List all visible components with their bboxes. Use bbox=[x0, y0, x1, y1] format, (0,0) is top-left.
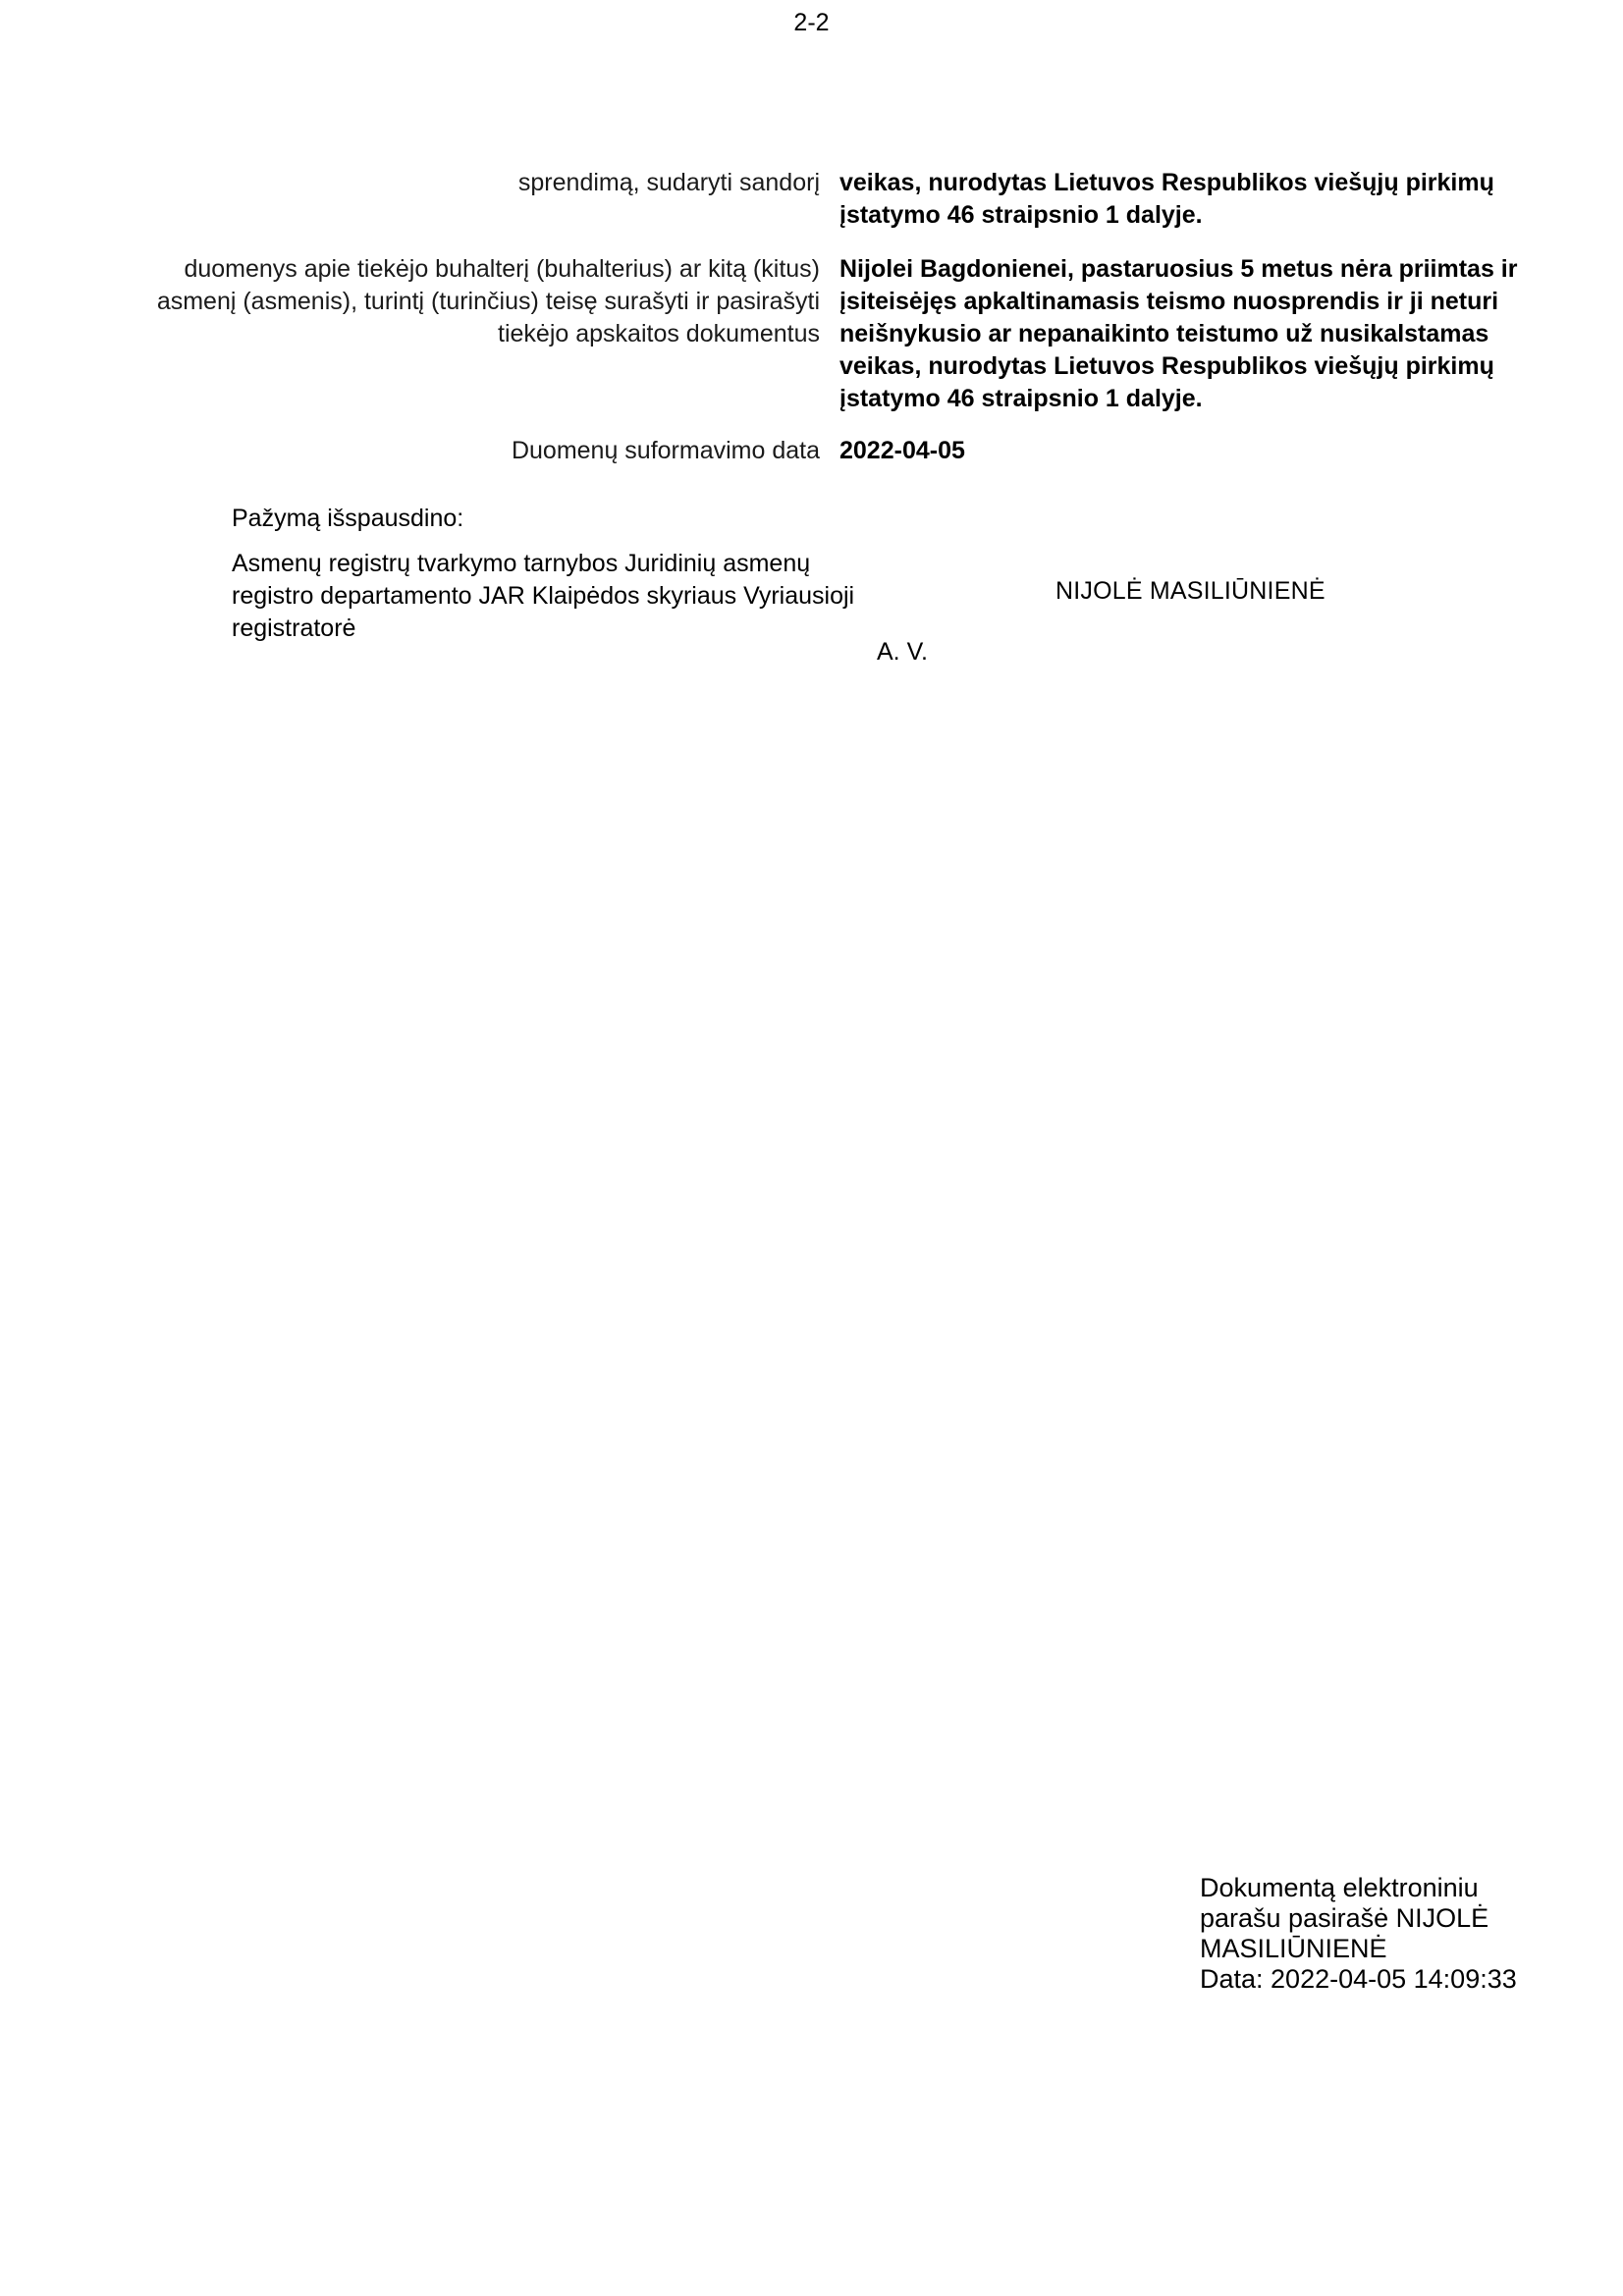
page-number: 2-2 bbox=[793, 9, 830, 36]
printed-by-department: Asmenų registrų tvarkymo tarnybos Juridinių asmenų registro departamento JAR Klaipėdos skyriaus Vyriausioji registratorė bbox=[232, 550, 855, 642]
printed-by-title: Pažymą išspausdino: bbox=[232, 505, 464, 532]
signer-name: NIJOLĖ MASILIŪNIENĖ bbox=[1055, 577, 1325, 605]
row-label: sprendimą, sudaryti sandorį bbox=[517, 169, 820, 196]
esign-line-1: Dokumentą elektroniniu bbox=[1200, 1873, 1479, 1902]
row-label: duomenys apie tiekėjo buhalterį (buhalterius) ar kitą (kitus) asmenį (asmenis), turintį (turinčius) teisę surašyti ir pasirašyti tiekėjo apskaitos dokumentus bbox=[156, 255, 820, 347]
row-label: Duomenų suformavimo data bbox=[511, 437, 820, 464]
esign-line-2: parašu pasirašė NIJOLĖ bbox=[1200, 1903, 1489, 1933]
esign-line-4: Data: 2022-04-05 14:09:33 bbox=[1200, 1964, 1517, 1994]
esign-line-3: MASILIŪNIENĖ bbox=[1200, 1934, 1387, 1963]
row-value: 2022-04-05 bbox=[839, 437, 965, 464]
electronic-signature-stamp bbox=[1200, 1873, 1612, 1995]
row-value: veikas, nurodytas Lietuvos Respublikos viešųjų pirkimų įstatymo 46 straipsnio 1 dalyje. bbox=[839, 169, 1494, 229]
seal-mark: A. V. bbox=[877, 638, 928, 666]
row-value: Nijolei Bagdonienei, pastaruosius 5 metus nėra priimtas ir įsiteisėjęs apkaltinamasis teismo nuosprendis ir ji neturi neišnykusio ar nepanaikinto teistumo už nusikalstamas veikas, nurodytas Lietuvos Respublikos viešųjų pirkimų įstatymo 46 straipsnio 1 dalyje. bbox=[839, 255, 1518, 412]
